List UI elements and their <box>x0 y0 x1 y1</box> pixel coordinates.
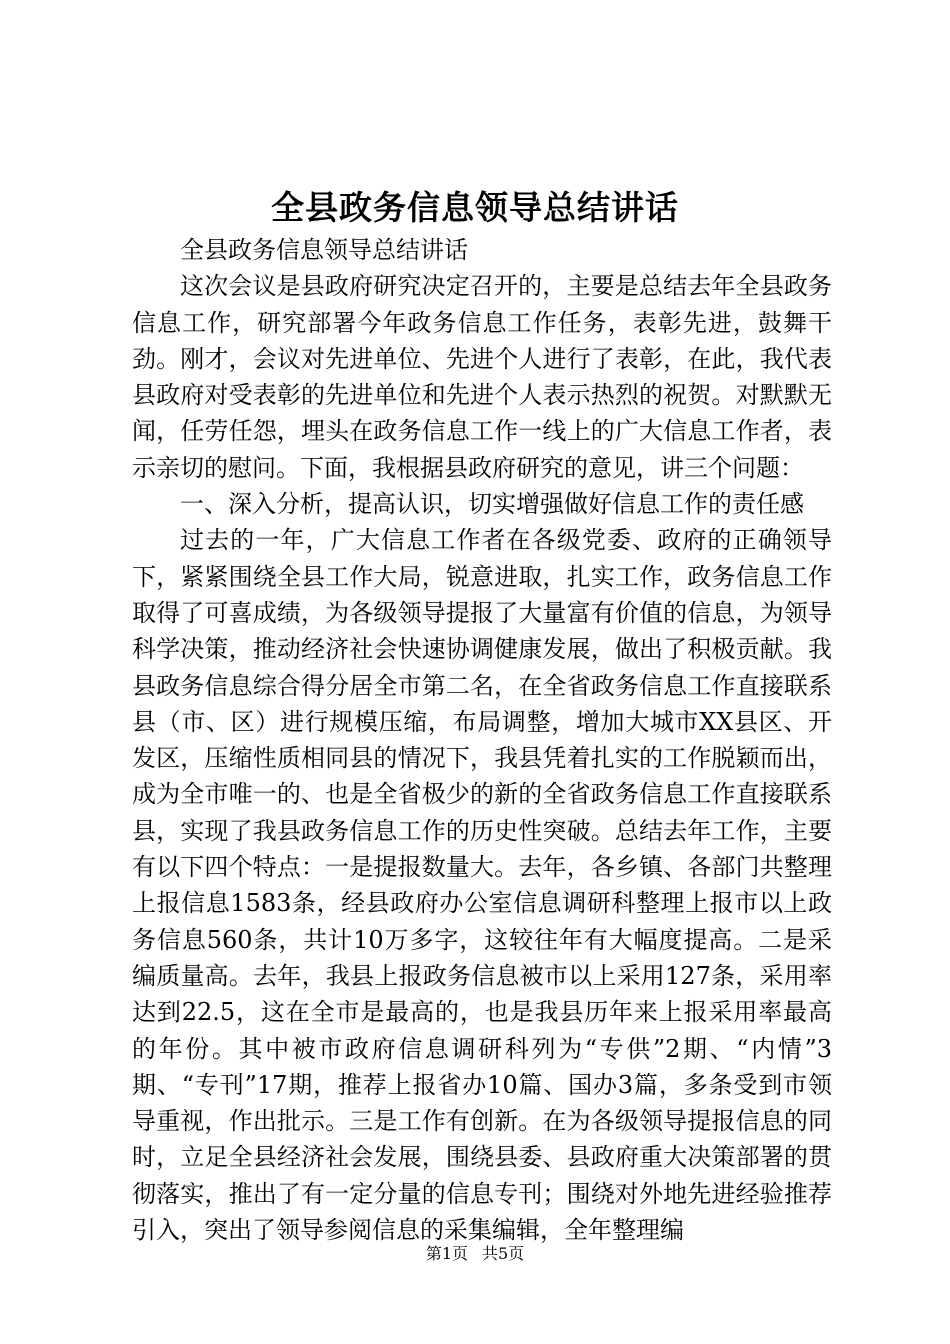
page-total: 共5页 <box>482 1244 525 1263</box>
paragraph-intro: 这次会议是县政府研究决定召开的，主要是总结去年全县政务信息工作，研究部署今年政务信息工作任务，表彰先进，鼓舞干劲。刚才，会议对先进单位、先进个人进行了表彰，在此，我代表县政府对受表彰的先进单位和先进个人表示热烈的祝贺。对默默无闻，任劳任怨，埋头在政务信息工作一线上的广大信息工作者，表示亲切的慰问。下面，我根据县政府研究的意见，讲三个问题： <box>132 272 832 482</box>
paragraph-review: 过去的一年，广大信息工作者在各级党委、政府的正确领导下，紧紧围绕全县工作大局，锐意进取，扎实工作，政务信息工作取得了可喜成绩，为各级领导提报了大量富有价值的信息，为领导科学决策，推动经济社会快速协调健康发展，做出了积极贡献。我县政务信息综合得分居全市第二名，在全省政务信息工作直接联系县（市、区）进行规模压缩，布局调整，增加大城市XX县区、开发区，压缩性质相同县的情况下，我县凭着扎实的工作脱颖而出，成为全市唯一的、也是全省极少的新的全省政务信息工作直接联系县，实现了我县政务信息工作的历史性突破。总结去年工作，主要有以下四个特点：一是提报数量大。去年，各乡镇、各部门共整理上报信息1583条，经县政府办公室信息调研科整理上报市以上政务信息560条，共计10万多字，这较往年有大幅度提高。二是采编质量高。去年，我县上报政务信息被市以上采用127条，采用率达到22.5，这在全市是最高的，也是我县历年来上报采用率最高的年份。其中被市政府信息调研科列为“专供”2期、“内情”3期、“专刊”17期，推荐上报省办10篇、国办3篇，多条受到市领导重视，作出批示。三是工作有创新。在为各级领导提报信息的同时，立足全县经济社会发展，围绕县委、县政府重大决策部署的贯彻落实，推出了有一定分量的信息专刊；围绕对外地先进经验推荐引入，突出了领导参阅信息的采集编辑，全年整理编 <box>132 526 832 1245</box>
document-title: 全县政务信息领导总结讲话 <box>271 188 679 227</box>
paragraph-subtitle: 全县政务信息领导总结讲话 <box>180 236 468 264</box>
page-number: 第1页 <box>425 1244 468 1263</box>
section-heading-1: 一、深入分析，提高认识，切实增强做好信息工作的责任感 <box>180 490 804 519</box>
page-footer <box>0 1244 950 1264</box>
document-body <box>132 232 832 1248</box>
